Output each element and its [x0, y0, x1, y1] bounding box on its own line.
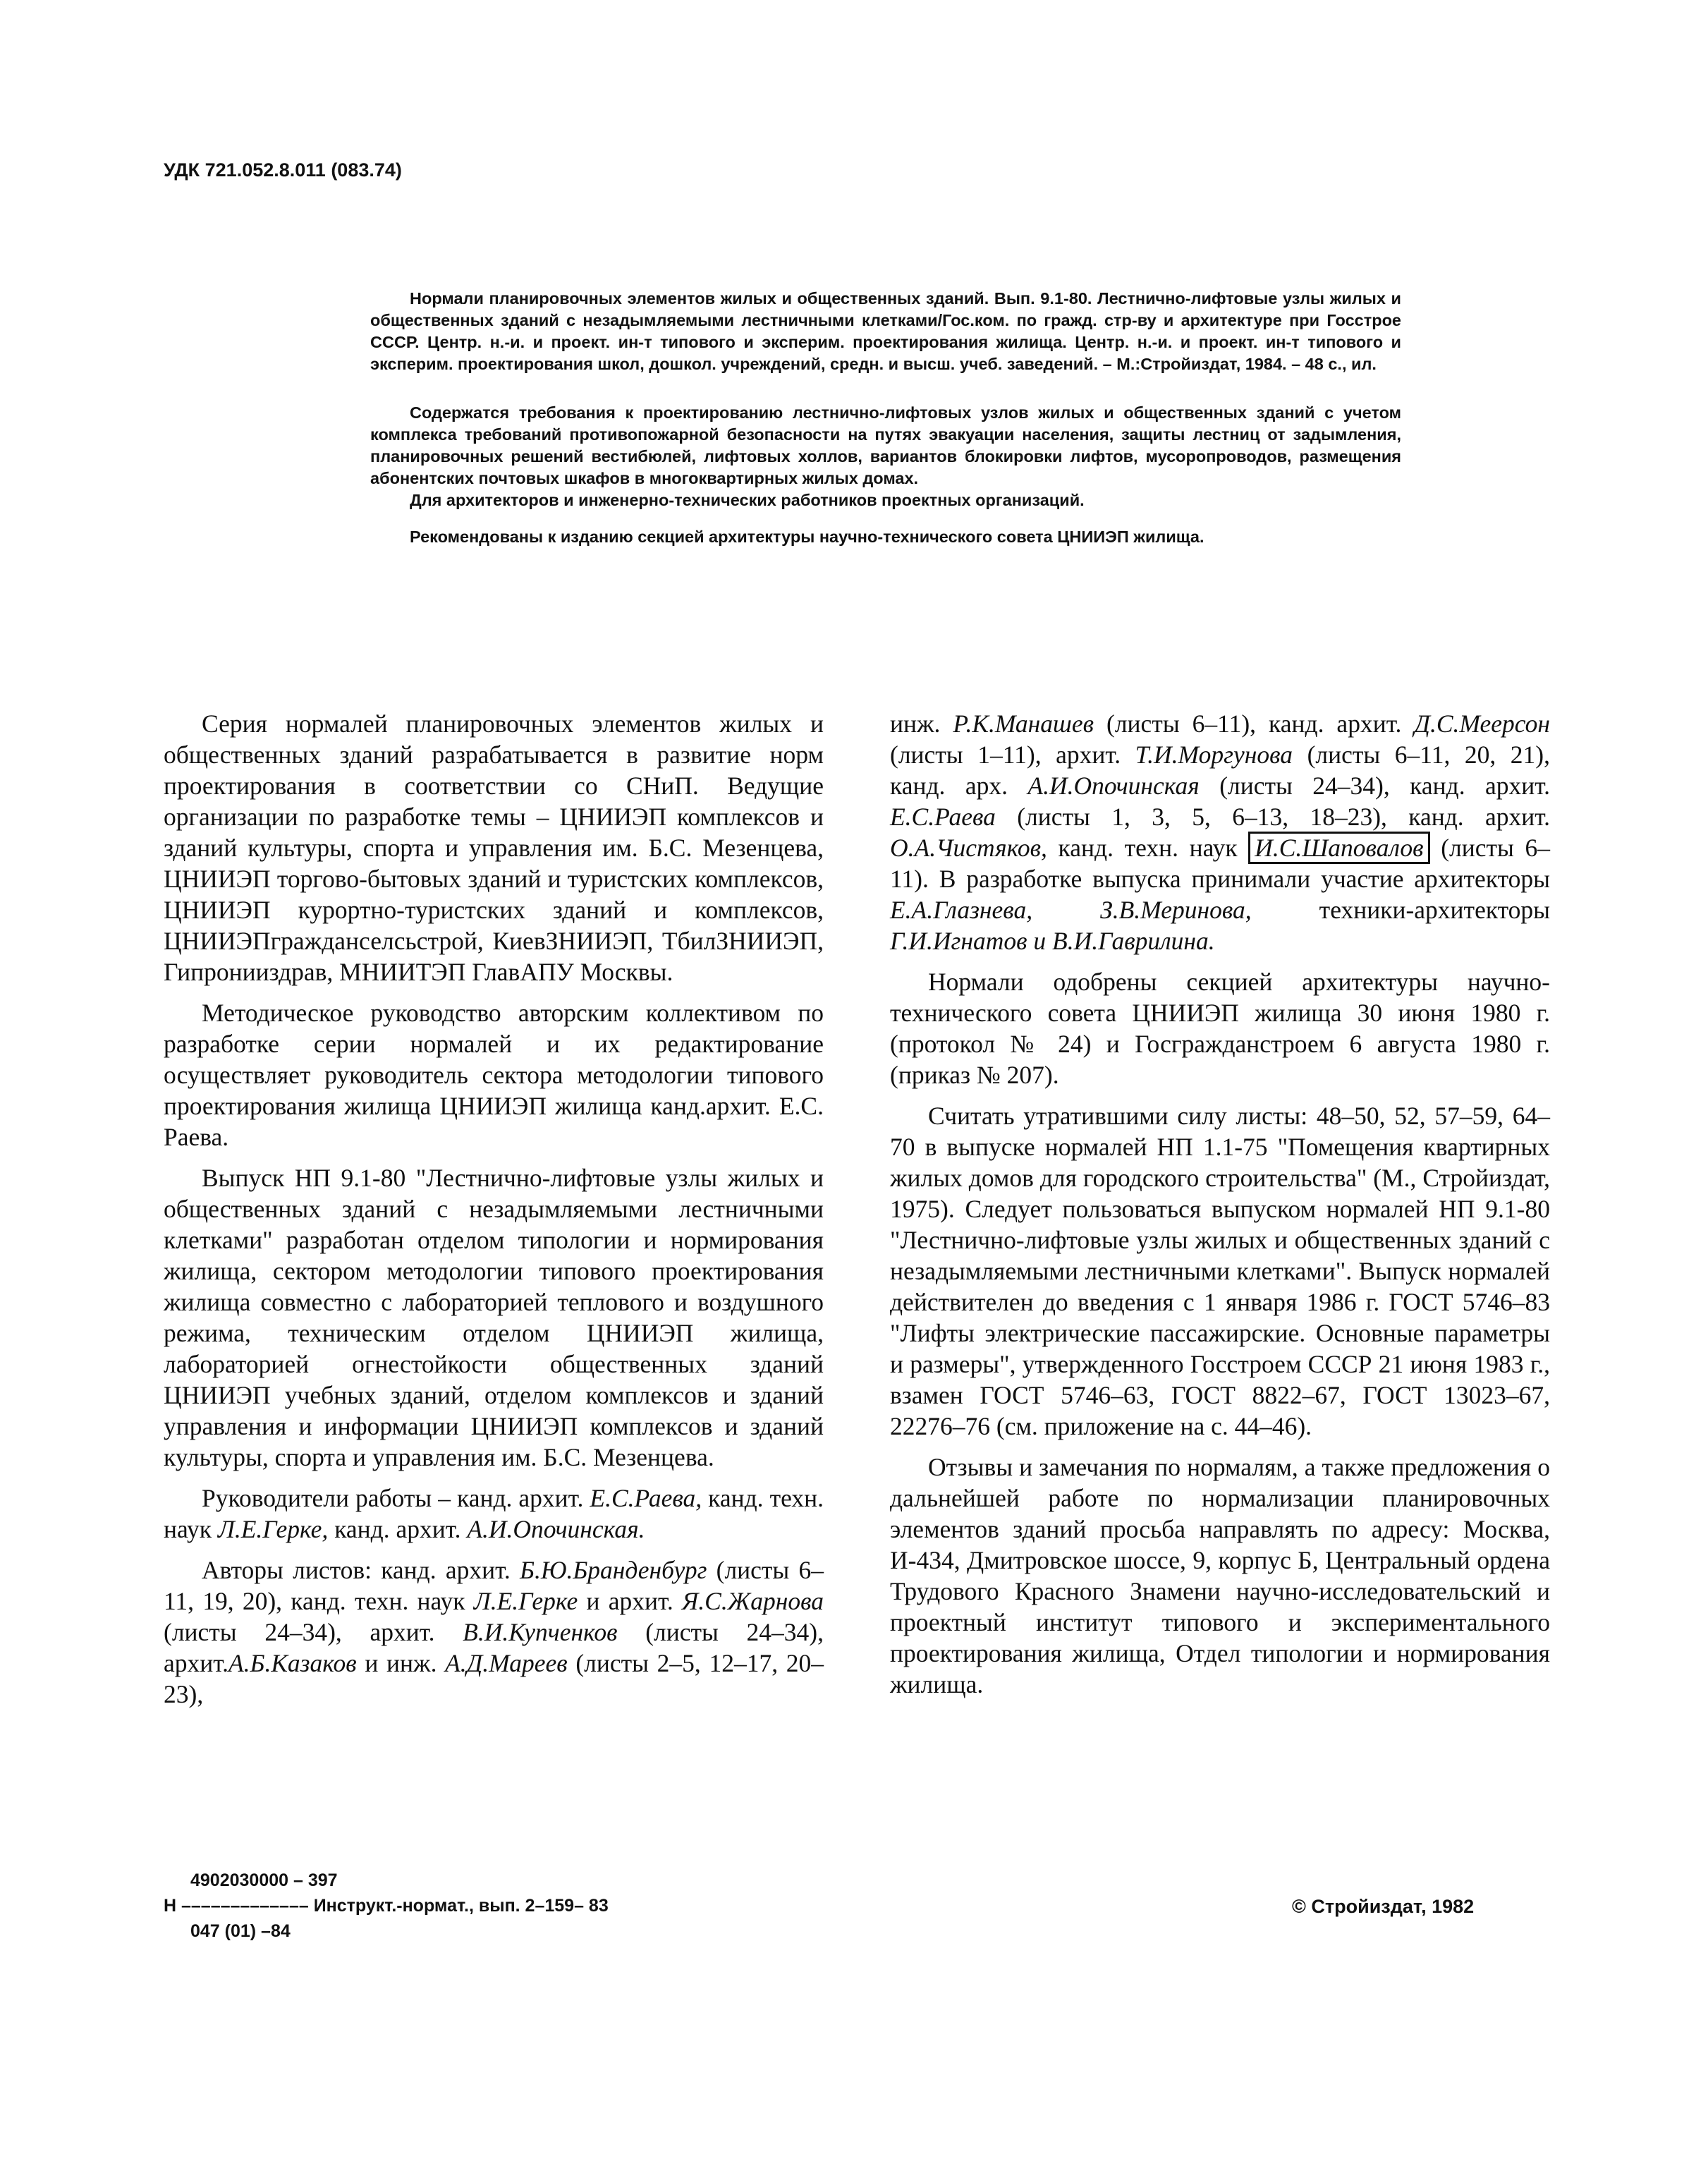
abstract-block — [370, 288, 1401, 548]
imprint-line-2: Н ––––––––––––– Инструкт.-нормат., вып. 2–159– 83 — [164, 1896, 609, 1916]
person-name: Е.С.Раева, — [590, 1484, 702, 1512]
abstract-recommendation: Рекомендованы к изданию секцией архитектуры научно-технического совета ЦНИИЭП жилища. — [410, 528, 1204, 546]
text-run: канд. техн. наук — [164, 1484, 824, 1543]
text-run: (листы 6–11). В разработке выпуска принимали участие архитекторы — [890, 834, 1550, 893]
paragraph-feedback-address: Отзывы и замечания по нормалям, а также предложения о дальнейшей работе по нормализации планировочных элементов зданий просьба направлять по адресу: Москва, И-434, Дмитровское шоссе, 9, корпус Б, Центральный ордена Трудового Красного Знамени научно-исследовательский и проектный институт типового и экспериментального проектирования жилища, Отдел типологии и нормирования жилища. — [890, 1453, 1550, 1698]
text-run: (листы 24–34), канд. архит. — [1199, 772, 1550, 800]
text-run: (листы 24–34), архит. — [164, 1618, 824, 1677]
text-run: канд. архит. — [328, 1515, 468, 1543]
copyright-notice: © Стройиздат, 1982 — [1292, 1896, 1475, 1917]
person-name: В.И.Купченков — [463, 1618, 618, 1646]
text-run: (листы 24–34), архит. — [164, 1618, 463, 1646]
paragraph-issue-developed: Выпуск НП 9.1-80 "Лестнично-лифтовые узлы жилых и общественных зданий с незадымляемыми лестничными клетками" разработан отделом типологии и нормирования жилища, сектором методологии типового проектирования жилища совместно с лабораторией теплового и воздушного режима, техническим отделом ЦНИИЭП жилища, лабораторией огнестойкости общественных зданий ЦНИИЭП учебных зданий, отделом комплексов и зданий управления и информации ЦНИИЭП комплексов и зданий культуры, спорта и управления им. Б.С. Мезенцева. — [164, 1164, 824, 1471]
bibliographic-description: Нормали планировочных элементов жилых и общественных зданий. Вып. 9.1-80. Лестнично-лифтовые узлы жилых и общественных зданий с незадымляемыми лестничными клетками/Гос.ком. по гражд. стр-ву и архитектуре при Госстрое СССР. Центр. н.-и. и проект. ин-т типового и эксперим. проектирования жилища. Центр. н.-и. и проект. ин-т типового и эксперим. проектирования школ, дошкол. учреждений, средн. и высш. учеб. заведений. – М.:Стройиздат, 1984. – 48 с., ил. — [370, 289, 1401, 373]
person-name: А.И.Опочинская. — [467, 1515, 645, 1543]
text-run: (листы 1, 3, 5, 6–13, 18–23), канд. архит. — [995, 803, 1550, 831]
text-run: (листы 6–11, 19, 20), канд. техн. наук — [164, 1556, 824, 1615]
abstract-audience: Для архитекторов и инженерно-технических работников проектных организаций. — [410, 491, 1085, 509]
paragraph-series-intro: Серия нормалей планировочных элементов жилых и общественных зданий разрабатывается в развитие норм проектирования в соответствии со СНиП. Ведущие организации по разработке темы – ЦНИИЭП комплексов и зданий культуры, спорта и управления им. Б.С. Мезенцева, ЦНИИЭП торгово-бытовых зданий и туристских комплексов, ЦНИИЭП курортно-туристских зданий и комплексов, ЦНИИЭПгражданселсьстрой, КиевЗНИИЭП, ТбилЗНИИЭП, Гипронииздрав, МНИИТЭП ГлавАПУ Москвы. — [164, 710, 824, 986]
left-column — [164, 708, 824, 1720]
person-name: О.А.Чистяков, — [890, 834, 1047, 862]
text-run: (листы 6–11), канд. архит. — [1094, 710, 1415, 738]
text-run: Руководители работы – канд. архит. — [202, 1484, 590, 1512]
text-run: и инж. — [356, 1649, 446, 1677]
text-run: Авторы листов: канд. архит. — [202, 1556, 520, 1584]
person-name: Б.Ю.Бранденбург — [520, 1556, 707, 1584]
paragraph-work-leaders — [164, 1483, 824, 1545]
text-run: и архит. — [578, 1587, 682, 1615]
person-name: А.Б.Казаков — [228, 1649, 357, 1677]
person-name: Е.С.Раева — [890, 803, 996, 831]
person-name: Я.С.Жарнова — [681, 1587, 824, 1615]
text-run: (листы 6–11, 20, 21), канд. арх. — [890, 741, 1550, 800]
imprint-line-3: 047 (01) –84 — [190, 1921, 291, 1941]
boxed-person-name: И.С.Шаповалов — [1248, 832, 1429, 864]
udk-code: УДК 721.052.8.011 (083.74) — [164, 159, 402, 181]
person-name: Л.Е.Герке — [473, 1587, 578, 1615]
paragraph-methodical-guidance: Методическое руководство авторским коллективом по разработке серии нормалей и их редактирование осуществляет руководитель сектора методологии типового проектирования жилища ЦНИИЭП жилища канд.архит. Е.С. Раева. — [164, 999, 824, 1151]
person-name: А.И.Опочинская — [1027, 772, 1200, 800]
paragraph-sheet-authors — [164, 1554, 824, 1710]
text-run: (листы 2–5, 12–17, 20–23), — [164, 1649, 824, 1708]
person-name: А.Д.Мареев — [445, 1649, 568, 1677]
person-name: Г.И.Игнатов и В.И.Гаврилина. — [890, 927, 1215, 955]
person-name: Р.К.Манашев — [953, 710, 1094, 738]
person-name: Д.С.Меерсон — [1414, 710, 1550, 738]
paragraph-authors-continued — [890, 708, 1550, 956]
text-run: техники-архитекторы — [1251, 896, 1550, 924]
text-run: канд. техн. наук — [1047, 834, 1249, 862]
abstract-summary: Содержатся требования к проектированию лестнично-лифтовых узлов жилых и общественных зданий с учетом комплекса требований противопожарной безопасности на путях эвакуации населения, защиты лестниц от задымления, планировочных решений вестибюлей, лифтовых холлов, вариантов блокировки лифтов, мусоропроводов, размещения абонентских почтовых шкафов в многоквартирных жилых домах. — [370, 403, 1401, 487]
person-name: Т.И.Моргунова — [1135, 741, 1293, 769]
person-name: Е.А.Глазнева, З.В.Меринова, — [890, 896, 1252, 924]
right-column — [890, 708, 1550, 1710]
imprint-line-1: 4902030000 – 397 — [190, 1870, 338, 1890]
text-run: (листы 1–11), архит. — [890, 741, 1135, 769]
imprint-code — [164, 1868, 609, 1944]
paragraph-superseded-sheets: Считать утратившими силу листы: 48–50, 52, 57–59, 64–70 в выпуске нормалей НП 1.1-75 "Помещения квартирных жилых домов для городского строительства" (М., Стройиздат, 1975). Следует пользоваться выпуском нормалей НП 9.1-80 "Лестнично-лифтовые узлы жилых и общественных зданий с незадымляемыми лестничными клетками". Выпуск нормалей действителен до введения с 1 января 1986 г. ГОСТ 5746–83 "Лифты электрические пассажирские. Основные параметры и размеры", утвержденного Госстроем СССР 21 июня 1983 г., взамен ГОСТ 5746–63, ГОСТ 8822–67, ГОСТ 13023–67, 22276–76 (см. приложение на с. 44–46). — [890, 1102, 1550, 1440]
text-run: инж. — [890, 710, 953, 738]
person-name: Л.Е.Герке, — [217, 1515, 329, 1543]
paragraph-approval: Нормали одобрены секцией архитектуры научно-технического совета ЦНИИЭП жилища 30 июня 1980 г. (протокол № 24) и Госгражданстроем 6 августа 1980 г. (приказ № 207). — [890, 968, 1550, 1089]
